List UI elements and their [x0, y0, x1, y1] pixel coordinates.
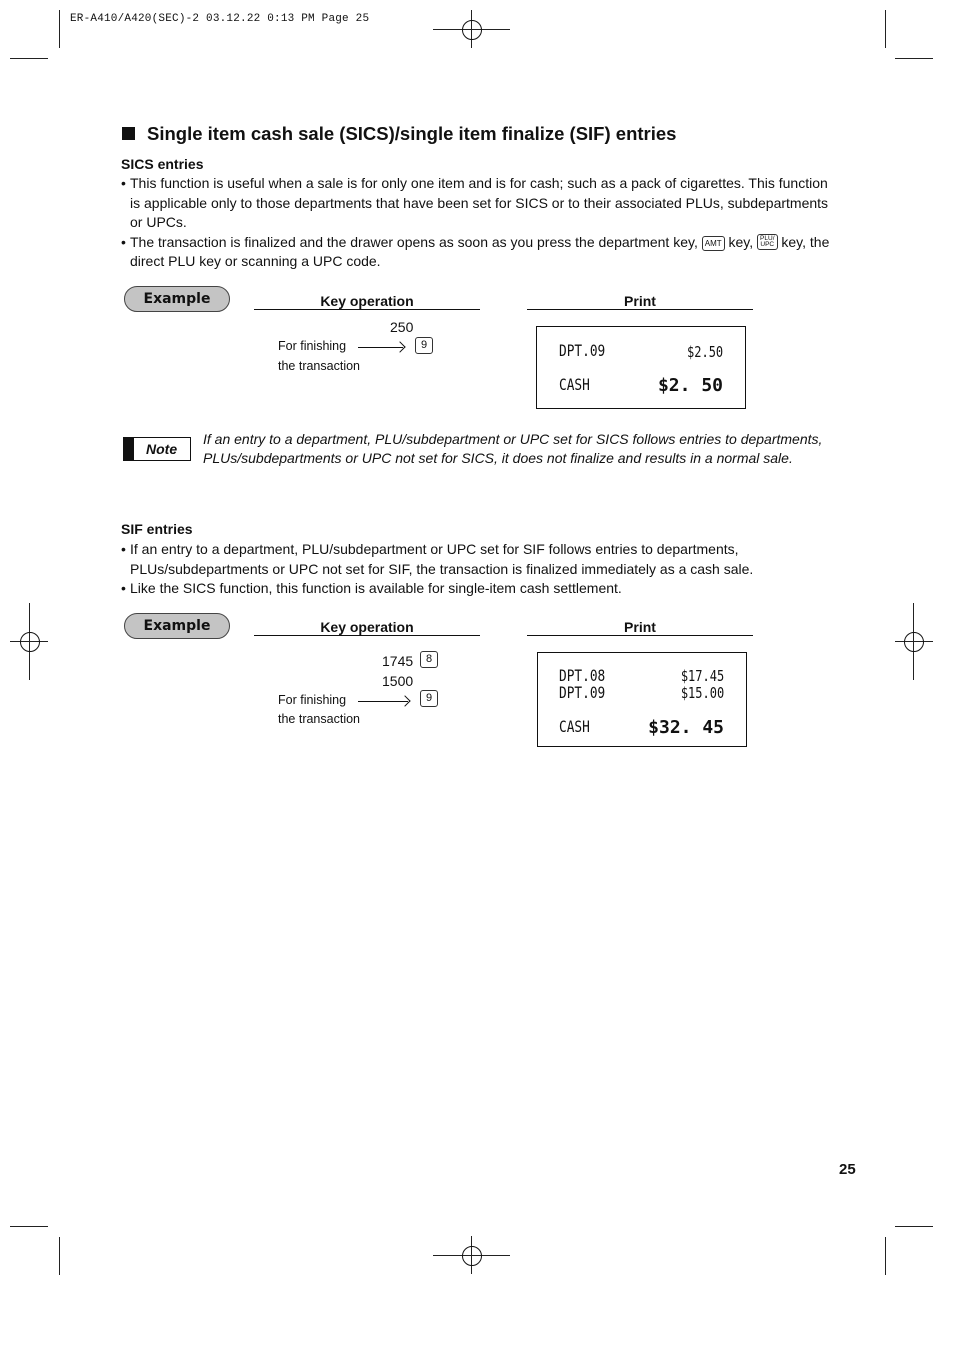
print-heading-2: Print: [527, 619, 753, 636]
receipt-dept-amount: $15.00: [680, 684, 724, 702]
square-bullet-icon: [122, 127, 135, 140]
sif-heading: SIF entries: [121, 521, 193, 537]
example-badge-2: Example: [124, 613, 230, 639]
note-badge: [123, 437, 191, 461]
note-label: Note: [146, 441, 178, 457]
print-header: ER-A410/A420(SEC)-2 03.12.22 0:13 PM Page 25: [70, 13, 370, 25]
receipt-cash-amount: $32. 45: [648, 717, 724, 738]
example-badge-1: Example: [124, 286, 230, 312]
receipt-2: [537, 652, 747, 747]
crop-mark: [895, 58, 933, 59]
crop-mark: [885, 10, 886, 48]
page-number: 25: [839, 1161, 856, 1178]
note-text: If an entry to a department, PLU/subdepartment or UPC set for SICS follows entries to departments, PLUs/subdepartments or UPC not set for SICS, it does not finalize and results in a normal sale.: [203, 431, 823, 466]
receipt-cash-label: CASH: [559, 375, 590, 394]
crop-mark: [59, 10, 60, 48]
receipt-dept-label: DPT.09: [559, 683, 606, 702]
key-9-icon: 9: [420, 690, 438, 707]
receipt-cash-amount: $2. 50: [657, 375, 723, 396]
sif-bullet-1: • If an entry to a department, PLU/subdepartment or UPC set for SIF follows entries to departments, PLUs/subdepartments or UPC not set for SIF, the transaction is finalized immediately as a cash sale.: [121, 540, 836, 579]
receipt-dept-label: DPT.08: [559, 666, 606, 685]
crop-mark: [885, 1237, 886, 1275]
amount-250: 250: [390, 319, 414, 335]
receipt-1: [536, 326, 746, 409]
key-operation-heading-2: Key operation: [254, 619, 480, 636]
section-title: [122, 123, 676, 145]
amount-1745: 1745: [382, 653, 414, 669]
arrow-right-icon: [358, 701, 408, 702]
key-8-icon: 8: [420, 651, 438, 668]
receipt-cash-label: CASH: [559, 717, 590, 736]
receipt-dept-label: DPT.09: [559, 341, 606, 360]
sif-bullet-2: • Like the SICS function, this function is available for single-item cash settlement.: [121, 579, 836, 599]
sics-bullets: [121, 174, 836, 272]
crop-mark: [10, 58, 48, 59]
crop-mark: [59, 1237, 60, 1275]
amount-1500: 1500: [382, 673, 414, 689]
crop-mark: [895, 1226, 933, 1227]
key-operation-heading-1: Key operation: [254, 293, 480, 310]
finish-label-1: For finishing: [278, 339, 347, 353]
plu-upc-key-icon: PLU/ UPC: [757, 234, 777, 250]
amt-key-icon: AMT: [702, 236, 725, 251]
note-bar-icon: [124, 438, 134, 460]
finish-label-2: For finishing: [278, 693, 347, 707]
receipt-dept-amount: $2.50: [686, 343, 723, 361]
receipt-dept-amount: $17.45: [680, 667, 724, 685]
key-9-icon: 9: [415, 337, 433, 354]
sics-heading: SICS entries: [121, 156, 204, 172]
arrow-right-icon: [358, 347, 403, 348]
sif-bullets: [121, 540, 836, 599]
sics-bullet-1: • This function is useful when a sale is for only one item and is for cash; such as a pack of cigarettes. This function is applicable only to those departments that have been set for SICS or to their associated PLUs, subdepartments or UPCs.: [121, 174, 836, 233]
section-title-text: Single item cash sale (SICS)/single item finalize (SIF) entries: [147, 123, 677, 144]
finish-label-2b: the transaction: [278, 712, 360, 726]
crop-mark: [10, 1226, 48, 1227]
sics-bullet-2: • The transaction is finalized and the drawer opens as soon as you press the department key, AMT key, PLU/ UPC key, the direct PLU key or scanning a UPC code.: [121, 233, 836, 272]
print-heading-1: Print: [527, 293, 753, 310]
finish-label-1b: the transaction: [278, 359, 360, 373]
